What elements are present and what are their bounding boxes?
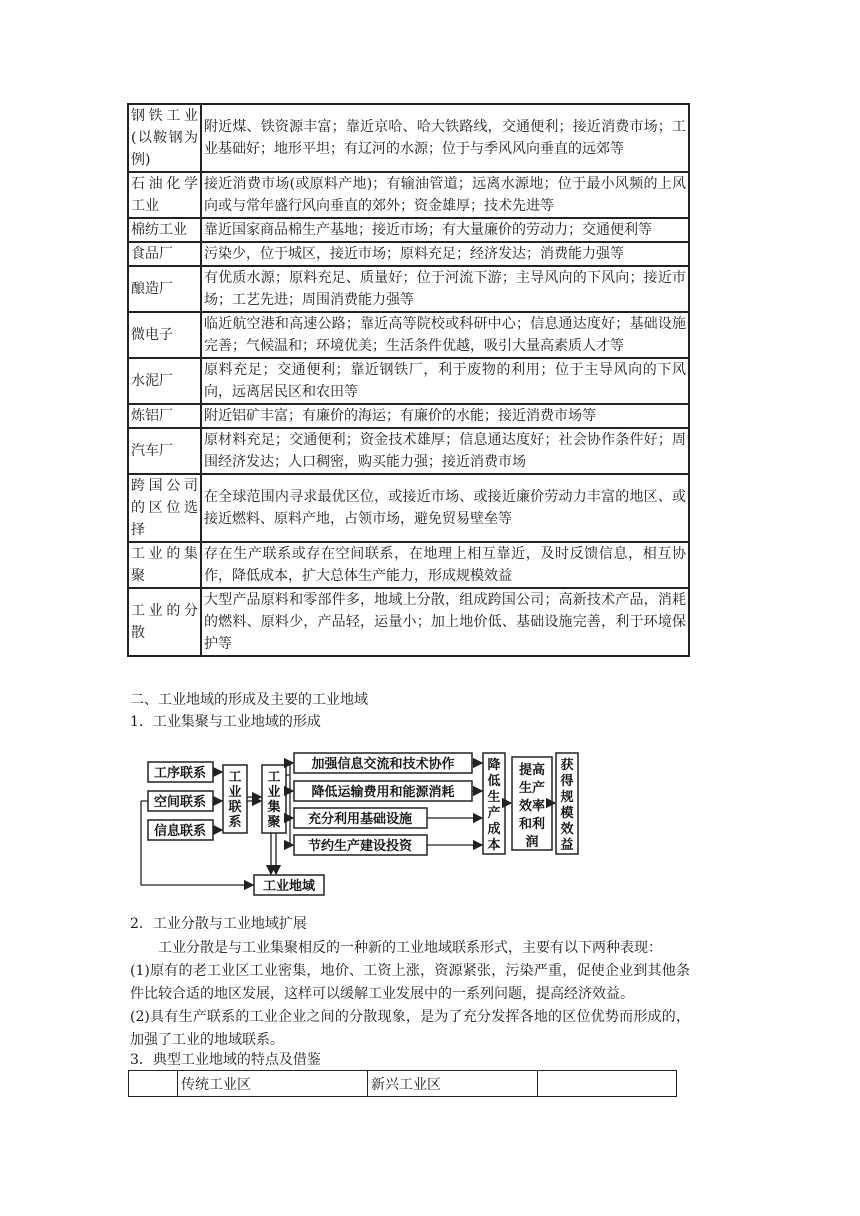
row-content: 污染少，位于城区，接近市场；原料充足；经济发达；消费能力强等: [201, 242, 689, 266]
industrial-link-char: 联: [228, 800, 242, 815]
header-cell-traditional: 传统工业区: [178, 1071, 368, 1097]
row-content: 附近铝矿丰富；有廉价的海运；有廉价的水能；接近消费市场等: [201, 404, 689, 428]
effect-label-4: 节约生产建设投资: [307, 839, 413, 854]
header-cell: [538, 1071, 677, 1097]
cost-char: 降: [487, 758, 501, 773]
effect-label-2: 降低运输费用和能源消耗: [311, 785, 455, 800]
industrial-region-diagram: [138, 745, 588, 905]
cost-char: 本: [487, 838, 501, 853]
row-label: 工业的分散: [128, 588, 201, 656]
dispersion-point-1: (1)原有的老工业区工业密集，地价、工资上涨，资源紧张，污染严重，促使企业到其他条件比较合适的地区发展，这样可以缓解工业发展中的一系列问题，提高经济效益。: [130, 963, 690, 1002]
scale-char: 得: [560, 774, 574, 789]
dispersion-point-2: (2)具有生产联系的工业企业之间的分散现象，是为了充分发挥各地的区位优势而形成的，加强了工业的地域联系。: [130, 1009, 690, 1048]
agglomeration-char: 集: [267, 800, 281, 815]
table-row: [128, 172, 689, 218]
row-content: 原材料充足；交通便利；资金技术雄厚；信息通达度好；社会协作条件好；周围经济发达；人口稠密，购买能力强；接近消费市场: [201, 428, 689, 474]
scale-char: 益: [560, 838, 574, 853]
scale-char: 获: [560, 758, 574, 773]
row-content: 附近煤、铁资源丰富；靠近京哈、哈大铁路线，交通便利；接近消费市场；工业基础好；地形平坦；有辽河的水源；位于与季风风向垂直的远郊等: [201, 104, 689, 172]
row-label: 食品厂: [128, 242, 201, 266]
row-label: 棉纺工业: [128, 218, 201, 242]
industrial-link-char: 工: [228, 770, 242, 785]
industrial-link-char: 业: [228, 785, 242, 800]
industrial-link-char: 系: [228, 815, 242, 830]
subsection-1-title: 1．工业集聚与工业地域的形成: [130, 714, 321, 730]
table-row: [128, 266, 689, 312]
information-link-label: 信息联系: [153, 824, 207, 839]
header-cell-emerging: 新兴工业区: [368, 1071, 538, 1097]
section-heading: 二、工业地域的形成及主要的工业地域: [130, 692, 368, 708]
row-content: 接近消费市场(或原料产地)；有输油管道；远离水源地；位于最小风频的上风向或与常年盛行风向垂直的郊外；资金雄厚；技术先进等: [201, 172, 689, 218]
process-link-label: 工序联系: [153, 766, 207, 781]
row-content: 原料充足；交通便利；靠近钢铁厂，利于废物的利用；位于主导风向的下风向，远离居民区和农田等: [201, 358, 689, 404]
table-row: [128, 312, 689, 358]
table-row: [128, 358, 689, 404]
header-cell: [129, 1071, 178, 1097]
efficiency-line: 润: [525, 835, 539, 850]
row-label: 工业的集聚: [128, 542, 201, 588]
cost-char: 生: [487, 790, 501, 805]
table-row: [128, 242, 689, 266]
row-label: 跨国公司的区位选择: [128, 474, 201, 542]
table-row: [128, 542, 689, 588]
efficiency-line: 效率: [518, 799, 546, 814]
subsection-2-title: 2．工业分散与工业地域扩展: [130, 916, 307, 932]
row-label: 钢铁工业(以鞍钢为例): [128, 104, 201, 172]
table-header-row: [129, 1071, 677, 1097]
row-label: 炼铝厂: [128, 404, 201, 428]
row-label: 水泥厂: [128, 358, 201, 404]
scale-char: 效: [560, 822, 574, 837]
effect-label-1: 加强信息交流和技术协作: [311, 757, 455, 772]
table-row: [128, 588, 689, 656]
scale-char: 模: [560, 806, 574, 821]
cost-char: 产: [487, 806, 501, 821]
row-content: 临近航空港和高速公路；靠近高等院校或科研中心；信息通达度好；基础设施完善；气候温和；环境优美；生活条件优越，吸引大量高素质人才等: [201, 312, 689, 358]
row-label: 酿造厂: [128, 266, 201, 312]
efficiency-line: 生产: [518, 781, 546, 796]
row-label: 微电子: [128, 312, 201, 358]
agglomeration-char: 聚: [267, 815, 281, 830]
agglomeration-char: 工: [267, 770, 281, 785]
industrial-region-label: 工业地域: [262, 879, 316, 894]
row-content: 大型产品原料和零部件多，地域上分散，组成跨国公司；高新技术产品，消耗的燃料、原料少，产品轻，运量小；加上地价低、基础设施完善，利于环境保护等: [201, 588, 689, 656]
effect-label-3: 充分利用基础设施: [307, 812, 413, 827]
cost-char: 低: [487, 774, 501, 789]
efficiency-line: 提高: [518, 763, 546, 778]
efficiency-line: 和利: [518, 817, 546, 832]
table-row: [128, 474, 689, 542]
row-content: 有优质水源；原料充足、质量好；位于河流下游；主导风向的下风向；接近市场；工艺先进；周围消费能力强等: [201, 266, 689, 312]
agglomeration-char: 业: [267, 785, 281, 800]
table-row: [128, 404, 689, 428]
row-content: 在全球范围内寻求最优区位，或接近市场、或接近廉价劳动力丰富的地区、或接近燃料、原料产地，占领市场，避免贸易壁垒等: [201, 474, 689, 542]
scale-char: 规: [560, 790, 574, 805]
row-content: 存在生产联系或存在空间联系，在地理上相互靠近，及时反馈信息，相互协作，降低成本，扩大总体生产能力，形成规模效益: [201, 542, 689, 588]
industry-location-table: [127, 103, 690, 657]
cost-char: 成: [487, 822, 501, 837]
table-row: [128, 218, 689, 242]
spatial-link-label: 空间联系: [153, 795, 207, 810]
subsection-3-title: 3．典型工业地域的特点及借鉴: [130, 1052, 321, 1068]
row-label: 汽车厂: [128, 428, 201, 474]
row-content: 靠近国家商品棉生产基地；接近市场；有大量廉价的劳动力；交通便利等: [201, 218, 689, 242]
table-row: [128, 104, 689, 172]
row-label: 石油化学工业: [128, 172, 201, 218]
dispersion-intro: 工业分散是与工业集聚相反的一种新的工业地域联系形式，主要有以下两种表现：: [158, 940, 662, 956]
table-row: [128, 428, 689, 474]
industrial-region-comparison-table: [128, 1070, 677, 1097]
